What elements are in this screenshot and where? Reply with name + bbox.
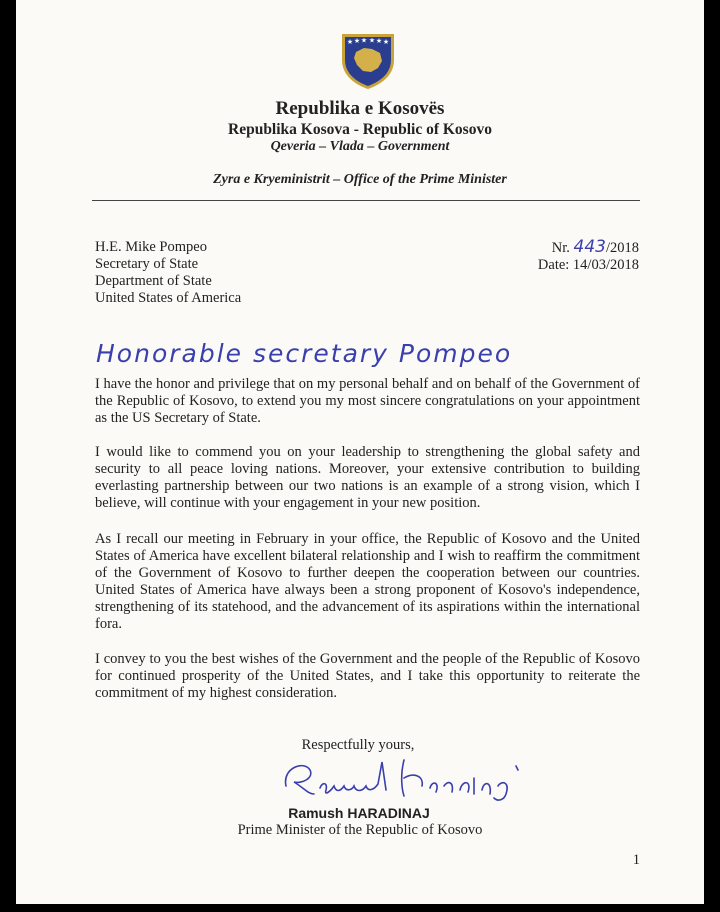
recipient-address xyxy=(95,239,241,307)
handwritten-signature xyxy=(264,750,534,810)
letter-date: Date: 14/03/2018 xyxy=(537,257,639,273)
government-line: Qeveria – Vlada – Government xyxy=(270,139,450,154)
paragraph-4: I convey to you the best wishes of the Government and the people of the Republic of Kosovo for continued prosperity of the United States, and I take this opportunity to reiterate the commitment of my highest consideration. xyxy=(95,651,640,701)
handwritten-number: 443 xyxy=(573,237,606,257)
svg-text:★: ★ xyxy=(353,37,361,45)
closing: Respectfully yours, xyxy=(301,737,415,753)
page-number: 1 xyxy=(632,852,640,868)
signatory-name: Ramush HARADINAJ xyxy=(288,805,430,821)
office-line: Zyra e Kryeministrit – Office of the Prime Minister xyxy=(213,172,507,187)
svg-text:★: ★ xyxy=(375,37,383,45)
svg-text:★: ★ xyxy=(382,38,390,46)
salutation-text: Honorable secretary Pompeo xyxy=(96,339,513,368)
letter-page xyxy=(16,0,704,904)
paragraph-2: I would like to commend you on your leadership to strengthening the global safety and security to all peace loving nations. Moreover, your extensive contribution to building everlasting partnership between our two nations is an example of a strong vision, which I believe, will continue with your engagement in your new position. xyxy=(95,444,640,511)
recipient-title: Secretary of State xyxy=(95,256,199,272)
signatory-title: Prime Minister of the Republic of Kosovo xyxy=(237,822,483,838)
paragraph-1: I have the honor and privilege that on my personal behalf and on behalf of the Government of the Republic of Kosovo, to extend you my most sincere congratulations on your appointment as the US Secretary of State. xyxy=(95,376,640,426)
recipient-department: Department of State xyxy=(95,273,212,289)
country-name-albanian: Republika e Kosovës xyxy=(275,98,445,119)
svg-text:★: ★ xyxy=(346,38,354,46)
reference-number: Nr. 443/2018 xyxy=(551,237,639,257)
reference-block xyxy=(538,239,639,274)
recipient-name: H.E. Mike Pompeo xyxy=(95,239,207,255)
country-name-serbian-english: Republika Kosova - Republic of Kosovo xyxy=(228,121,492,138)
recipient-country: United States of America xyxy=(95,290,242,306)
svg-text:★: ★ xyxy=(368,36,376,45)
handwritten-salutation xyxy=(92,318,552,374)
kosovo-coat-of-arms xyxy=(336,30,400,90)
paragraph-3: As I recall our meeting in February in your office, the Republic of Kosovo and the United States of America have excellent bilateral relationship and I wish to reaffirm the commitment of the Government of Kosovo to further deepen the cooperation between our countries. United States of America have always been a strong proponent of Kosovo's independence, strengthening of its statehood, and the advancement of its aspirations within the international fora. xyxy=(95,531,640,632)
header-divider xyxy=(92,200,640,201)
svg-text:★: ★ xyxy=(360,36,368,45)
